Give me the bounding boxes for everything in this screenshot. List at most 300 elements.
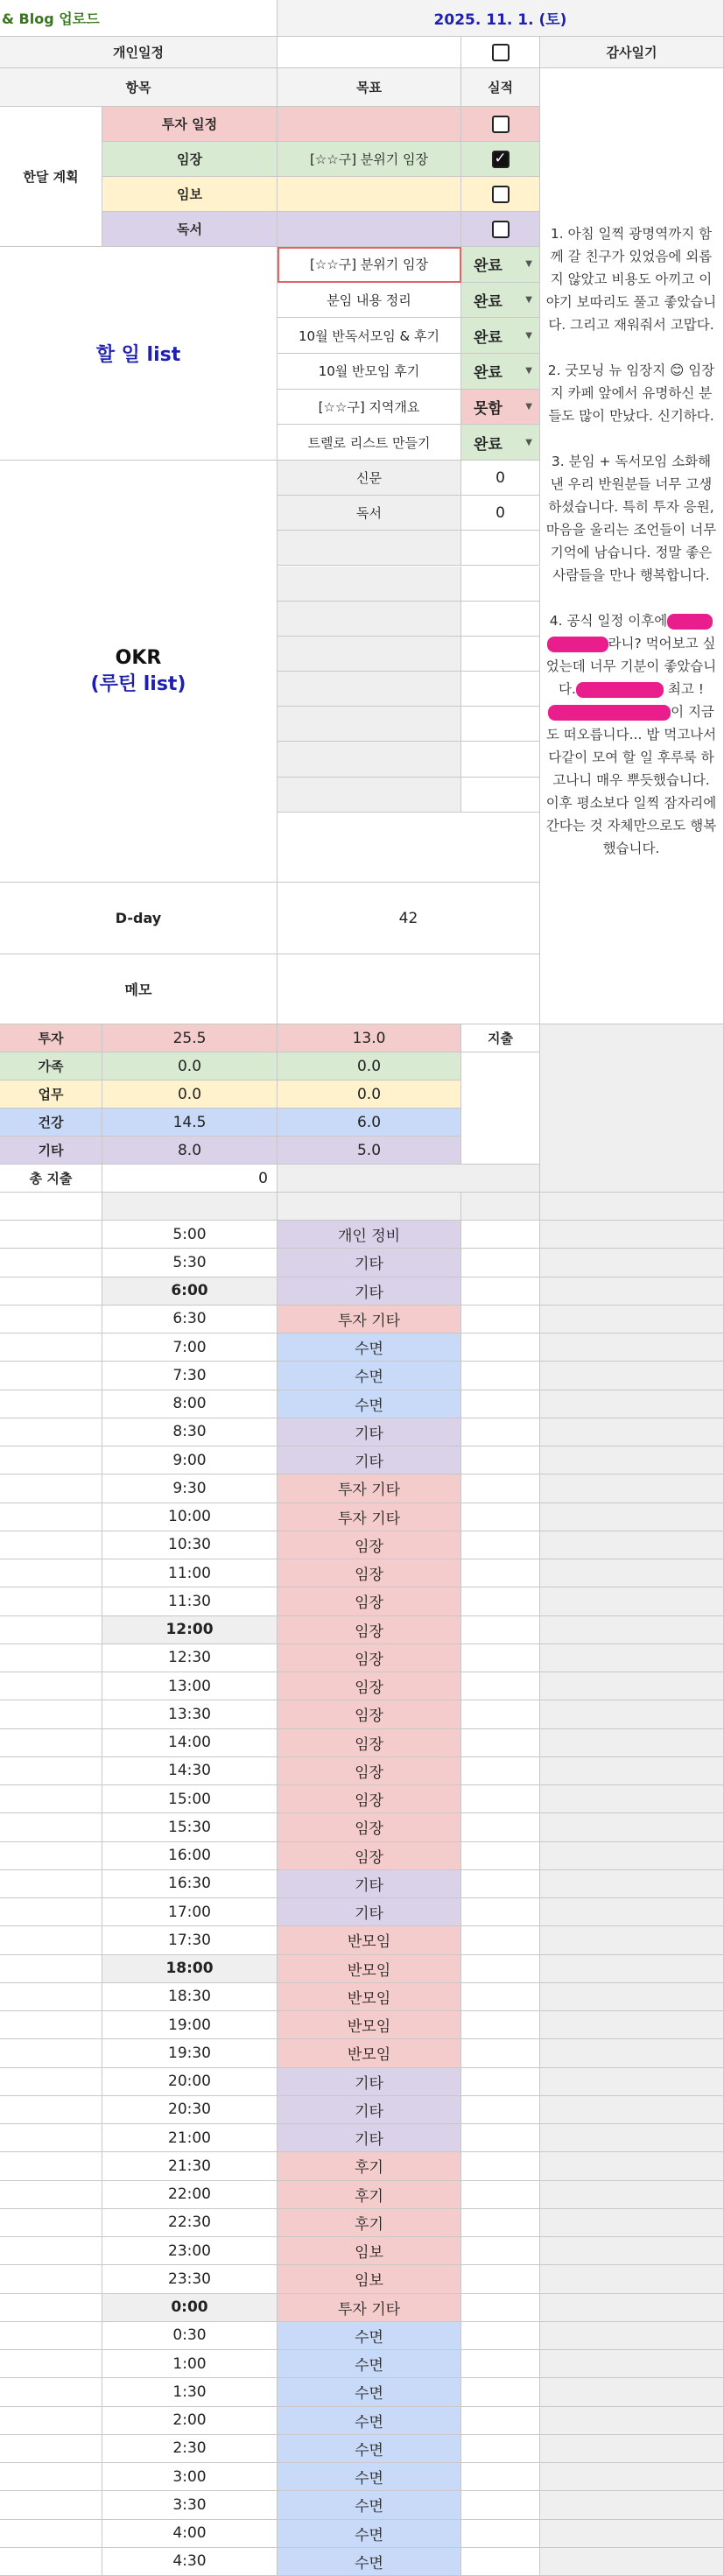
- schedule-note[interactable]: [540, 2435, 724, 2463]
- schedule-extra[interactable]: [461, 1616, 540, 1644]
- okr-empty-row[interactable]: [278, 567, 461, 602]
- schedule-blank: [0, 1559, 102, 1587]
- top-checkbox[interactable]: [492, 44, 510, 61]
- schedule-extra[interactable]: [461, 1249, 540, 1277]
- schedule-extra[interactable]: [461, 2181, 540, 2209]
- schedule-extra[interactable]: [461, 1587, 540, 1615]
- schedule-activity[interactable]: 투자 기타: [278, 1306, 461, 1334]
- empty-cell: [278, 37, 461, 68]
- schedule-time: 12:00: [102, 1616, 278, 1644]
- schedule-note[interactable]: [540, 1955, 724, 1983]
- schedule-activity[interactable]: 기타: [278, 2124, 461, 2152]
- schedule-activity[interactable]: 기타: [278, 1898, 461, 1926]
- schedule-activity[interactable]: 임장: [278, 1531, 461, 1559]
- schedule-blank: [0, 2407, 102, 2435]
- schedule-activity[interactable]: 반모임: [278, 2039, 461, 2067]
- redaction-mark: [576, 682, 664, 698]
- todo-task[interactable]: 10월 반독서모임 & 후기: [278, 318, 461, 354]
- schedule-activity[interactable]: 임장: [278, 1559, 461, 1587]
- todo-task[interactable]: [☆☆구] 지역개요: [278, 390, 461, 426]
- spending-value-a[interactable]: 0.0: [102, 1080, 278, 1109]
- monthly-plan-checkbox[interactable]: [492, 116, 510, 133]
- schedule-time: 6:30: [102, 1306, 278, 1334]
- monthly-plan-checkbox[interactable]: [492, 186, 510, 203]
- schedule-note[interactable]: [540, 1503, 724, 1531]
- spending-category: 가족: [0, 1052, 102, 1080]
- schedule-activity[interactable]: 기타: [278, 1870, 461, 1898]
- todo-status-label: 완료: [474, 257, 503, 276]
- schedule-note[interactable]: [540, 2463, 724, 2491]
- schedule-time: 10:30: [102, 1531, 278, 1559]
- okr-empty-value[interactable]: [461, 672, 540, 707]
- spending-value-a[interactable]: 8.0: [102, 1137, 278, 1165]
- schedule-activity[interactable]: 수면: [278, 2463, 461, 2491]
- schedule-extra[interactable]: [461, 1531, 540, 1559]
- schedule-activity[interactable]: 투자 기타: [278, 2294, 461, 2322]
- schedule-extra[interactable]: [461, 2096, 540, 2124]
- empty-cell: [102, 1193, 278, 1221]
- schedule-extra[interactable]: [461, 1729, 540, 1757]
- spending-value-a[interactable]: 0.0: [102, 1052, 278, 1080]
- schedule-note[interactable]: [540, 1249, 724, 1277]
- okr-empty-row[interactable]: [278, 602, 461, 637]
- schedule-note[interactable]: [540, 1446, 724, 1475]
- schedule-blank: [0, 1390, 102, 1418]
- okr-empty-value[interactable]: [461, 742, 540, 777]
- schedule-blank: [0, 2096, 102, 2124]
- spending-category: 업무: [0, 1080, 102, 1109]
- dropdown-caret-icon: ▼: [525, 366, 532, 377]
- monthly-plan-goal[interactable]: [278, 177, 461, 212]
- schedule-extra[interactable]: [461, 1446, 540, 1475]
- schedule-activity[interactable]: 기타: [278, 1418, 461, 1446]
- okr-subtitle: (루틴 list): [90, 672, 186, 695]
- schedule-note[interactable]: [540, 2209, 724, 2237]
- spending-value-b[interactable]: 0.0: [278, 1080, 461, 1109]
- schedule-activity[interactable]: 수면: [278, 2491, 461, 2519]
- schedule-blank: [0, 1842, 102, 1870]
- schedule-note[interactable]: [540, 1221, 724, 1249]
- monthly-plan-check-cell[interactable]: [461, 177, 540, 212]
- schedule-extra[interactable]: [461, 2407, 540, 2435]
- todo-status-dropdown[interactable]: [461, 354, 540, 390]
- schedule-note[interactable]: [540, 1644, 724, 1672]
- date-header: 2025. 11. 1. (토): [278, 0, 724, 37]
- schedule-time: 20:30: [102, 2096, 278, 2124]
- schedule-activity[interactable]: 기타: [278, 1446, 461, 1475]
- total-spending-label: 총 지출: [0, 1165, 102, 1193]
- schedule-blank: [0, 1926, 102, 1954]
- todo-task[interactable]: [☆☆구] 분위기 임장: [278, 247, 461, 283]
- schedule-time: 15:00: [102, 1785, 278, 1813]
- schedule-note[interactable]: [540, 2265, 724, 2293]
- schedule-extra[interactable]: [461, 1559, 540, 1587]
- schedule-note[interactable]: [540, 1334, 724, 1362]
- schedule-blank: [0, 2068, 102, 2096]
- monthly-plan-checkbox[interactable]: ✓: [492, 151, 510, 168]
- top-checkbox-cell[interactable]: [461, 37, 540, 68]
- schedule-blank: [0, 1813, 102, 1841]
- schedule-note[interactable]: [540, 1277, 724, 1306]
- schedule-extra[interactable]: [461, 2378, 540, 2406]
- schedule-activity[interactable]: 후기: [278, 2181, 461, 2209]
- schedule-note[interactable]: [540, 2124, 724, 2152]
- todo-task[interactable]: 분임 내용 정리: [278, 283, 461, 319]
- schedule-note[interactable]: [540, 2068, 724, 2096]
- okr-empty-value[interactable]: [461, 637, 540, 672]
- todo-status-dropdown[interactable]: [461, 425, 540, 461]
- schedule-note[interactable]: [540, 1983, 724, 2011]
- schedule-extra[interactable]: [461, 2237, 540, 2265]
- monthly-plan-item: 독서: [102, 212, 278, 247]
- schedule-blank: [0, 1955, 102, 1983]
- schedule-extra[interactable]: [461, 1842, 540, 1870]
- schedule-extra[interactable]: [461, 2039, 540, 2067]
- schedule-extra[interactable]: [461, 1503, 540, 1531]
- schedule-activity[interactable]: 임장: [278, 1729, 461, 1757]
- spending-category: 투자: [0, 1024, 102, 1052]
- schedule-activity[interactable]: 임장: [278, 1842, 461, 1870]
- schedule-time: 3:30: [102, 2491, 278, 2519]
- okr-empty-row[interactable]: [278, 707, 461, 742]
- schedule-note[interactable]: [540, 1700, 724, 1728]
- schedule-time: 14:00: [102, 1729, 278, 1757]
- schedule-note[interactable]: [540, 1898, 724, 1926]
- schedule-note[interactable]: [540, 2520, 724, 2548]
- memo-field[interactable]: [278, 954, 540, 1024]
- spending-value-b[interactable]: 13.0: [278, 1024, 461, 1052]
- schedule-note[interactable]: [540, 2491, 724, 2519]
- schedule-note[interactable]: [540, 2294, 724, 2322]
- gratitude-entry-4: [545, 609, 717, 860]
- schedule-blank: [0, 1898, 102, 1926]
- schedule-extra[interactable]: [461, 1898, 540, 1926]
- schedule-note[interactable]: [540, 2152, 724, 2180]
- monthly-plan-goal[interactable]: [☆☆구] 분위기 임장: [278, 142, 461, 177]
- total-spending-value[interactable]: 0: [102, 1165, 278, 1193]
- okr-label-cell: [0, 461, 278, 883]
- spending-category: 기타: [0, 1137, 102, 1165]
- monthly-plan-check-cell[interactable]: [461, 212, 540, 247]
- schedule-time: 16:30: [102, 1870, 278, 1898]
- schedule-extra[interactable]: [461, 1644, 540, 1672]
- todo-task[interactable]: 트렐로 리스트 만들기: [278, 425, 461, 461]
- schedule-activity[interactable]: 수면: [278, 2407, 461, 2435]
- okr-routine-name: 신문: [278, 461, 461, 496]
- schedule-note[interactable]: [540, 1475, 724, 1503]
- okr-empty-row[interactable]: [278, 778, 461, 813]
- spending-value-a[interactable]: 25.5: [102, 1024, 278, 1052]
- schedule-note[interactable]: [540, 1785, 724, 1813]
- monthly-plan-checkbox[interactable]: [492, 221, 510, 238]
- schedule-extra[interactable]: [461, 1334, 540, 1362]
- spending-value-b[interactable]: 5.0: [278, 1137, 461, 1165]
- schedule-blank: [0, 2435, 102, 2463]
- schedule-activity[interactable]: 임장: [278, 1672, 461, 1700]
- schedule-extra[interactable]: [461, 2322, 540, 2350]
- schedule-activity[interactable]: 수면: [278, 2378, 461, 2406]
- schedule-activity[interactable]: 반모임: [278, 1955, 461, 1983]
- schedule-note[interactable]: [540, 1362, 724, 1390]
- item-column-header: 항목: [0, 68, 278, 107]
- okr-empty-row[interactable]: [278, 672, 461, 707]
- smile-emoji-icon: 😊: [670, 362, 685, 378]
- schedule-time: 12:30: [102, 1644, 278, 1672]
- schedule-extra[interactable]: [461, 1757, 540, 1785]
- schedule-blank: [0, 2378, 102, 2406]
- schedule-note[interactable]: [540, 2011, 724, 2039]
- todo-list-label: 할 일 list: [0, 247, 278, 461]
- todo-status-label: 완료: [474, 364, 503, 383]
- schedule-extra[interactable]: [461, 2491, 540, 2519]
- okr-empty-row[interactable]: [278, 531, 461, 566]
- empty-cell: [278, 1165, 540, 1193]
- schedule-extra[interactable]: [461, 1475, 540, 1503]
- monthly-plan-goal[interactable]: [278, 107, 461, 142]
- schedule-note[interactable]: [540, 1418, 724, 1446]
- okr-routine-value[interactable]: 0: [461, 461, 540, 496]
- okr-routine-value[interactable]: 0: [461, 496, 540, 531]
- schedule-blank: [0, 1785, 102, 1813]
- schedule-activity[interactable]: 수면: [278, 1334, 461, 1362]
- schedule-blank: [0, 2322, 102, 2350]
- schedule-blank: [0, 2209, 102, 2237]
- schedule-activity[interactable]: 반모임: [278, 1983, 461, 2011]
- schedule-note[interactable]: [540, 2407, 724, 2435]
- schedule-note[interactable]: [540, 2096, 724, 2124]
- schedule-time: 17:30: [102, 1926, 278, 1954]
- schedule-activity[interactable]: 후기: [278, 2152, 461, 2180]
- monthly-plan-check-cell[interactable]: [461, 107, 540, 142]
- schedule-extra[interactable]: [461, 1870, 540, 1898]
- schedule-time: 4:30: [102, 2548, 278, 2576]
- schedule-note[interactable]: [540, 1870, 724, 1898]
- schedule-extra[interactable]: [461, 2520, 540, 2548]
- schedule-blank: [0, 2491, 102, 2519]
- schedule-note[interactable]: [540, 2350, 724, 2378]
- gratitude-entry-1: 1. 아침 일찍 광명역까지 함께 갈 친구가 있었음에 외롭지 않았고 비용도 아끼고 이야기 보따리도 풀고 좋았습니다. 그리고 재워줘서 고맙다.: [545, 226, 717, 333]
- schedule-activity[interactable]: 수면: [278, 1390, 461, 1418]
- schedule-extra[interactable]: [461, 2068, 540, 2096]
- empty-cell: [540, 1193, 724, 1221]
- monthly-plan-goal[interactable]: [278, 212, 461, 247]
- todo-status-dropdown[interactable]: [461, 247, 540, 283]
- monthly-plan-check-cell[interactable]: [461, 142, 540, 177]
- monthly-plan-item: 임장: [102, 142, 278, 177]
- spending-value-b[interactable]: 0.0: [278, 1052, 461, 1080]
- schedule-extra[interactable]: [461, 1700, 540, 1728]
- schedule-blank: [0, 1983, 102, 2011]
- schedule-extra[interactable]: [461, 2548, 540, 2576]
- todo-status-dropdown[interactable]: [461, 283, 540, 319]
- schedule-extra[interactable]: [461, 2011, 540, 2039]
- schedule-activity[interactable]: 기타: [278, 2096, 461, 2124]
- schedule-time: 15:30: [102, 1813, 278, 1841]
- okr-empty-bottom[interactable]: [278, 813, 540, 883]
- schedule-note[interactable]: [540, 1926, 724, 1954]
- schedule-note[interactable]: [540, 2548, 724, 2576]
- schedule-note[interactable]: [540, 1306, 724, 1334]
- schedule-time: 21:00: [102, 2124, 278, 2152]
- schedule-extra[interactable]: [461, 1785, 540, 1813]
- schedule-extra[interactable]: [461, 2152, 540, 2180]
- todo-status-dropdown[interactable]: [461, 318, 540, 354]
- schedule-extra[interactable]: [461, 2265, 540, 2293]
- redaction-mark: [548, 705, 671, 721]
- schedule-time: 9:00: [102, 1446, 278, 1475]
- schedule-note[interactable]: [540, 1842, 724, 1870]
- schedule-note[interactable]: [540, 1813, 724, 1841]
- schedule-note[interactable]: [540, 2237, 724, 2265]
- schedule-activity[interactable]: 후기: [278, 2209, 461, 2237]
- schedule-activity[interactable]: 개인 정비: [278, 1221, 461, 1249]
- schedule-blank: [0, 2265, 102, 2293]
- schedule-note[interactable]: [540, 2322, 724, 2350]
- okr-empty-value[interactable]: [461, 531, 540, 566]
- dropdown-caret-icon: ▼: [525, 259, 532, 270]
- schedule-activity[interactable]: 수면: [278, 1362, 461, 1390]
- schedule-note[interactable]: [540, 2378, 724, 2406]
- schedule-activity[interactable]: 수면: [278, 2435, 461, 2463]
- schedule-activity[interactable]: 반모임: [278, 2011, 461, 2039]
- schedule-activity[interactable]: 반모임: [278, 1926, 461, 1954]
- schedule-activity[interactable]: 임장: [278, 1785, 461, 1813]
- schedule-time: 13:30: [102, 1700, 278, 1728]
- schedule-note[interactable]: [540, 1729, 724, 1757]
- schedule-activity[interactable]: 기타: [278, 1277, 461, 1306]
- schedule-activity[interactable]: 수면: [278, 2520, 461, 2548]
- dropdown-caret-icon: ▼: [525, 294, 532, 305]
- todo-status-label: 완료: [474, 328, 503, 347]
- schedule-extra[interactable]: [461, 2350, 540, 2378]
- schedule-time: 14:30: [102, 1757, 278, 1785]
- gratitude-entry-4-part-a: 4. 공식 일정 이후에: [549, 613, 668, 629]
- schedule-activity[interactable]: 임장: [278, 1587, 461, 1615]
- schedule-note[interactable]: [540, 2039, 724, 2067]
- okr-empty-value[interactable]: [461, 602, 540, 637]
- schedule-time: 2:00: [102, 2407, 278, 2435]
- okr-empty-row[interactable]: [278, 637, 461, 672]
- schedule-time: 4:00: [102, 2520, 278, 2548]
- dday-value[interactable]: 42: [278, 883, 540, 954]
- schedule-blank: [0, 1644, 102, 1672]
- redaction-mark: [667, 614, 713, 630]
- schedule-extra[interactable]: [461, 1926, 540, 1954]
- schedule-note[interactable]: [540, 1757, 724, 1785]
- schedule-time: 18:00: [102, 1955, 278, 1983]
- schedule-blank: [0, 2039, 102, 2067]
- okr-title: OKR: [115, 646, 162, 669]
- schedule-blank: [0, 1672, 102, 1700]
- todo-status-label: 완료: [474, 292, 503, 311]
- gratitude-entry-4-part-c: 최고 !: [667, 681, 704, 697]
- gratitude-entry-2-start: 2. 굿모닝 뉴 임장지: [547, 362, 666, 378]
- schedule-time: 8:30: [102, 1418, 278, 1446]
- schedule-extra[interactable]: [461, 2209, 540, 2237]
- schedule-blank: [0, 2520, 102, 2548]
- schedule-extra[interactable]: [461, 2435, 540, 2463]
- gratitude-journal-header: 감사일기: [540, 37, 724, 68]
- schedule-time: 7:00: [102, 1334, 278, 1362]
- gratitude-entry-4-part-b: 라니? 먹어보고 싶었는데 너무 기분이 좋았습니다.: [545, 636, 717, 697]
- okr-empty-value[interactable]: [461, 567, 540, 602]
- dropdown-caret-icon: ▼: [525, 437, 532, 447]
- schedule-extra[interactable]: [461, 1955, 540, 1983]
- schedule-activity[interactable]: 투자 기타: [278, 1503, 461, 1531]
- todo-status-dropdown[interactable]: [461, 390, 540, 426]
- schedule-activity[interactable]: 수면: [278, 2322, 461, 2350]
- todo-status-label: 완료: [474, 435, 503, 454]
- schedule-extra[interactable]: [461, 1672, 540, 1700]
- schedule-activity[interactable]: 기타: [278, 2068, 461, 2096]
- schedule-time: 0:00: [102, 2294, 278, 2322]
- schedule-extra[interactable]: [461, 2463, 540, 2491]
- schedule-time: 22:00: [102, 2181, 278, 2209]
- schedule-activity[interactable]: 임보: [278, 2265, 461, 2293]
- schedule-time: 13:00: [102, 1672, 278, 1700]
- okr-empty-row[interactable]: [278, 742, 461, 777]
- schedule-blank: [0, 1221, 102, 1249]
- spending-value-b[interactable]: 6.0: [278, 1109, 461, 1137]
- schedule-activity[interactable]: 임장: [278, 1616, 461, 1644]
- schedule-activity[interactable]: 임보: [278, 2237, 461, 2265]
- schedule-activity[interactable]: 수면: [278, 2350, 461, 2378]
- schedule-time: 3:00: [102, 2463, 278, 2491]
- schedule-note[interactable]: [540, 1559, 724, 1587]
- schedule-activity[interactable]: 투자 기타: [278, 1475, 461, 1503]
- schedule-blank: [0, 2350, 102, 2378]
- schedule-activity[interactable]: 수면: [278, 2548, 461, 2576]
- schedule-time: 21:30: [102, 2152, 278, 2180]
- spending-empty: [461, 1052, 540, 1165]
- schedule-extra[interactable]: [461, 1306, 540, 1334]
- okr-empty-value[interactable]: [461, 778, 540, 813]
- schedule-blank: [0, 1616, 102, 1644]
- schedule-note[interactable]: [540, 1616, 724, 1644]
- schedule-activity[interactable]: 임장: [278, 1700, 461, 1728]
- schedule-extra[interactable]: [461, 1813, 540, 1841]
- actual-column-header: 실적: [461, 68, 540, 107]
- spending-value-a[interactable]: 14.5: [102, 1109, 278, 1137]
- okr-empty-value[interactable]: [461, 707, 540, 742]
- schedule-note[interactable]: [540, 2181, 724, 2209]
- spending-header: 지출: [461, 1024, 540, 1052]
- schedule-activity[interactable]: 기타: [278, 1249, 461, 1277]
- schedule-time: 11:30: [102, 1587, 278, 1615]
- personal-schedule-header: 개인일정: [0, 37, 278, 68]
- schedule-extra[interactable]: [461, 1362, 540, 1390]
- schedule-activity[interactable]: 임장: [278, 1757, 461, 1785]
- schedule-extra[interactable]: [461, 1390, 540, 1418]
- schedule-extra[interactable]: [461, 1221, 540, 1249]
- schedule-note[interactable]: [540, 1672, 724, 1700]
- schedule-note[interactable]: [540, 1390, 724, 1418]
- schedule-extra[interactable]: [461, 1277, 540, 1306]
- schedule-activity[interactable]: 임장: [278, 1813, 461, 1841]
- schedule-note[interactable]: [540, 1531, 724, 1559]
- schedule-blank: [0, 1277, 102, 1306]
- todo-task[interactable]: 10월 반모임 후기: [278, 354, 461, 390]
- schedule-activity[interactable]: 임장: [278, 1644, 461, 1672]
- schedule-extra[interactable]: [461, 2124, 540, 2152]
- schedule-blank: [0, 1503, 102, 1531]
- schedule-extra[interactable]: [461, 2294, 540, 2322]
- schedule-extra[interactable]: [461, 1418, 540, 1446]
- schedule-note[interactable]: [540, 1587, 724, 1615]
- spending-side-empty: [540, 1024, 724, 1193]
- schedule-blank: [0, 2548, 102, 2576]
- schedule-extra[interactable]: [461, 1983, 540, 2011]
